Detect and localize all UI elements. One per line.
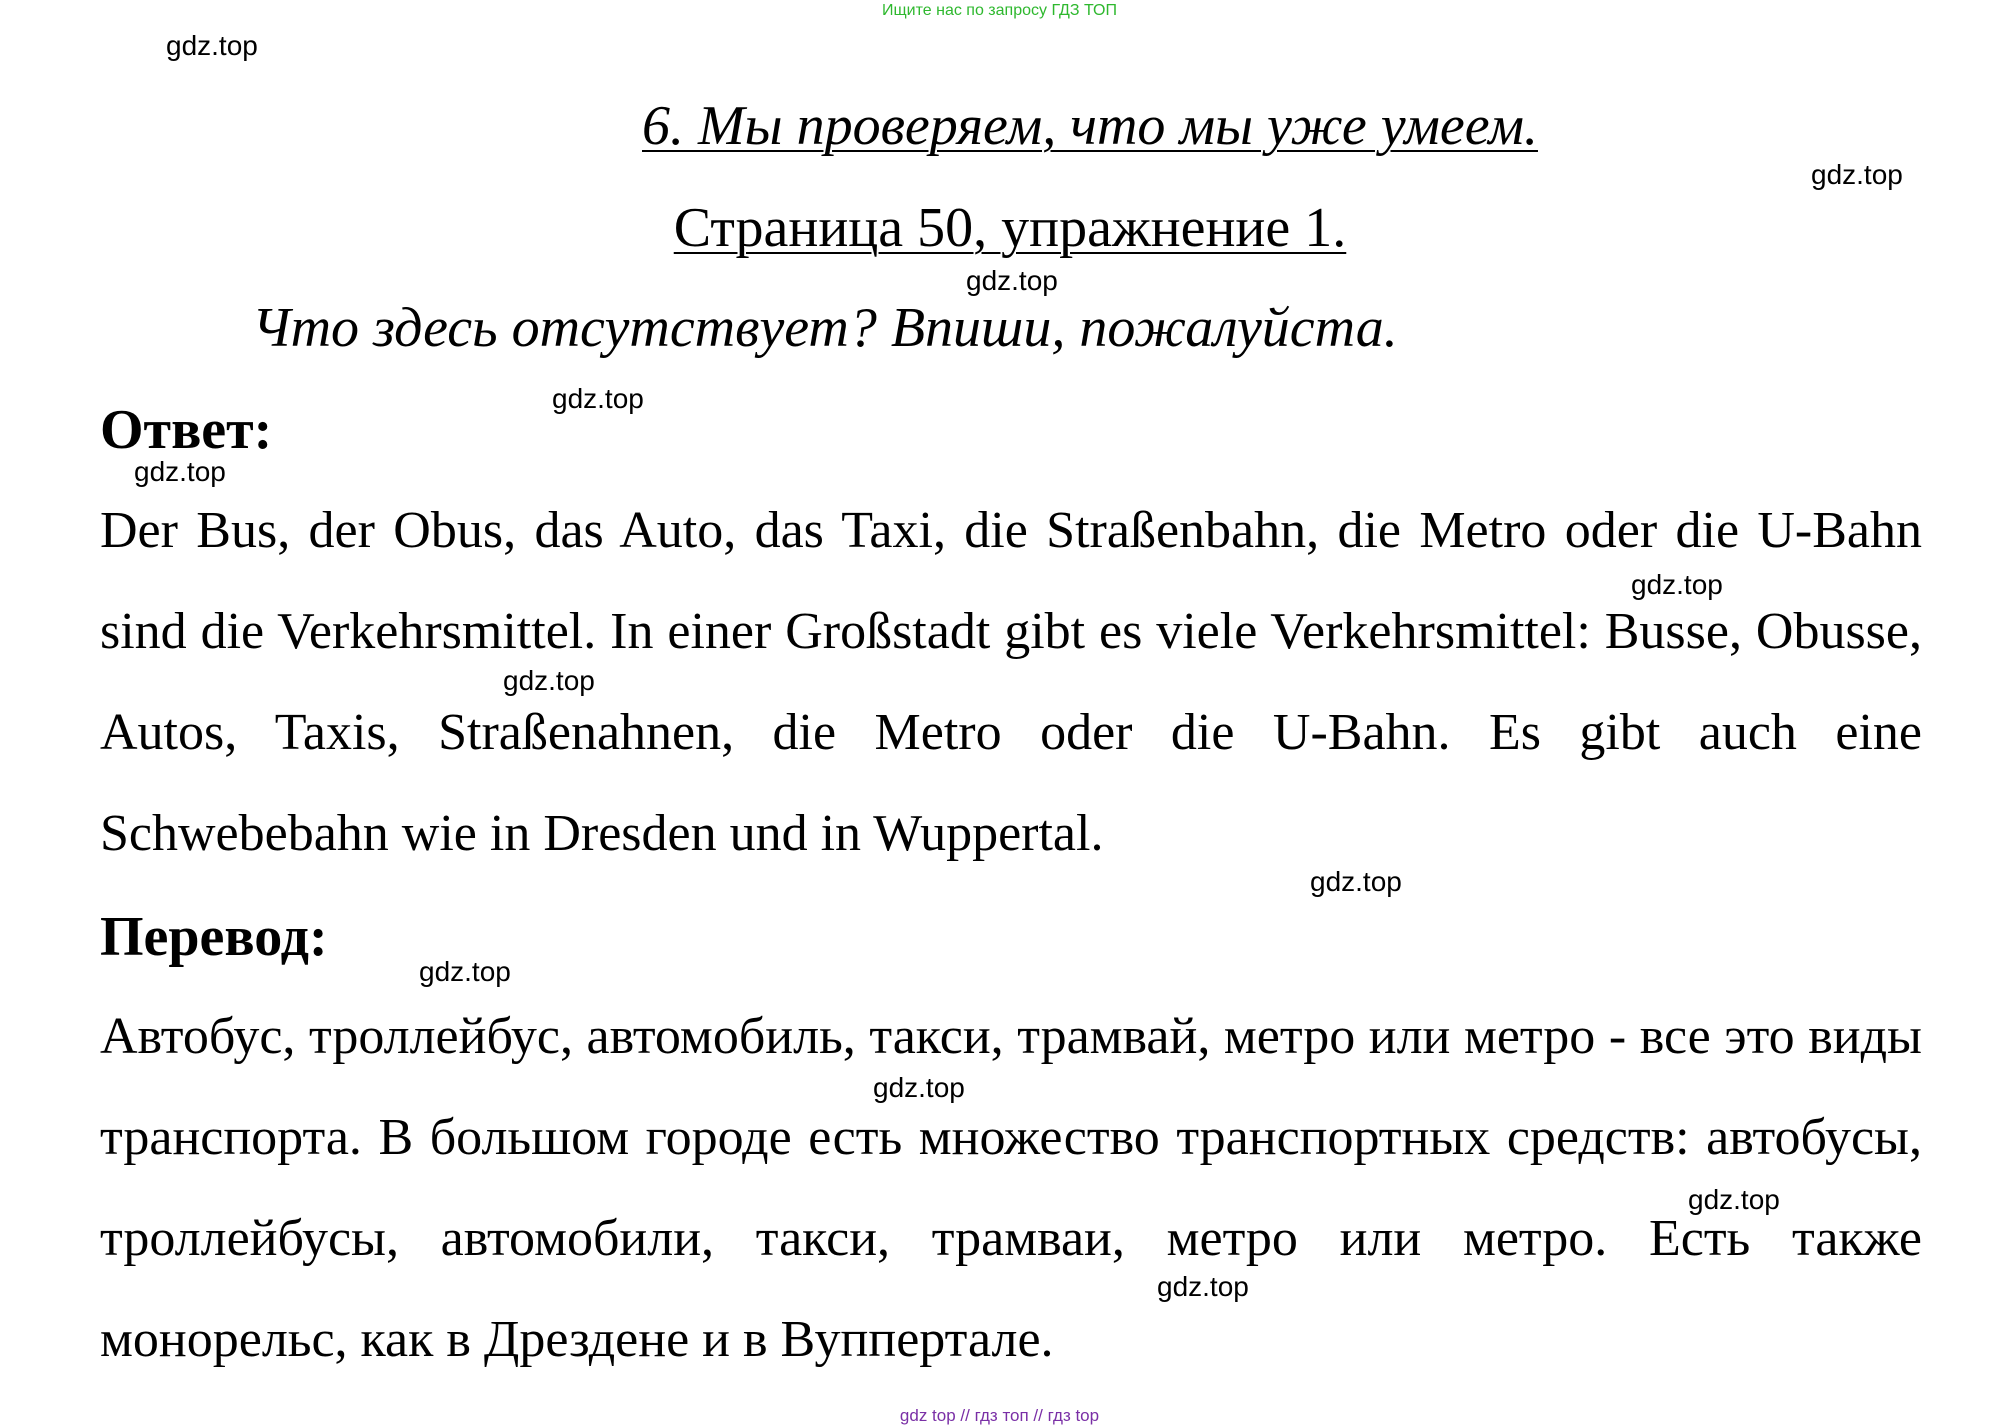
watermark: gdz.top (1688, 1184, 1780, 1215)
watermark: gdz.top (1310, 866, 1402, 897)
task-prompt: Что здесь отсутствует? Впиши, пожалуйста. (252, 297, 1398, 359)
watermark: gdz.top (552, 383, 644, 414)
answer-text: Der Bus, der Obus, das Auto, das Taxi, die Straßenbahn, die Metro oder die U-Bahn sind die Verkehrsmittel. In einer Großstadt gibt es viele Verkehrsmittel: Busse, Obusse, Autos, Taxis, Straßenahnen, die Metro oder die U-Bahn. Es gibt auch eine Schwebebahn wie in Dresden und in Wuppertal. (100, 502, 1922, 862)
watermark: gdz.top (873, 1072, 965, 1103)
watermark: gdz.top (419, 956, 511, 987)
watermark: gdz.top (503, 665, 595, 696)
watermark: gdz.top (134, 456, 226, 487)
watermark: gdz.top (1631, 569, 1723, 600)
page-reference: Страница 50, упражнение 1. (673, 197, 1347, 259)
footer-links: gdz top // гдз топ // гдз top (899, 1406, 1100, 1425)
translation-text: Автобус, троллейбус, автомобиль, такси, трамвай, метро или метро - все это виды транспорта. В большом городе есть множество транспортных средств: автобусы, троллейбусы, автомобили, такси, трамваи, метро или метро. Есть также монорельс, как в Дрездене и в Вуппертале. (100, 1008, 1922, 1368)
watermark: gdz.top (1811, 159, 1903, 190)
top-banner: Ищите нас по запросу ГДЗ ТОП (882, 2, 1117, 19)
watermark: gdz.top (166, 30, 258, 61)
translation-heading: Перевод: (100, 906, 328, 968)
watermark: gdz.top (966, 265, 1058, 296)
answer-heading: Ответ: (100, 399, 273, 461)
watermark: gdz.top (1157, 1271, 1249, 1302)
section-title: 6. Мы проверяем, что мы уже умеем. (642, 95, 1538, 157)
